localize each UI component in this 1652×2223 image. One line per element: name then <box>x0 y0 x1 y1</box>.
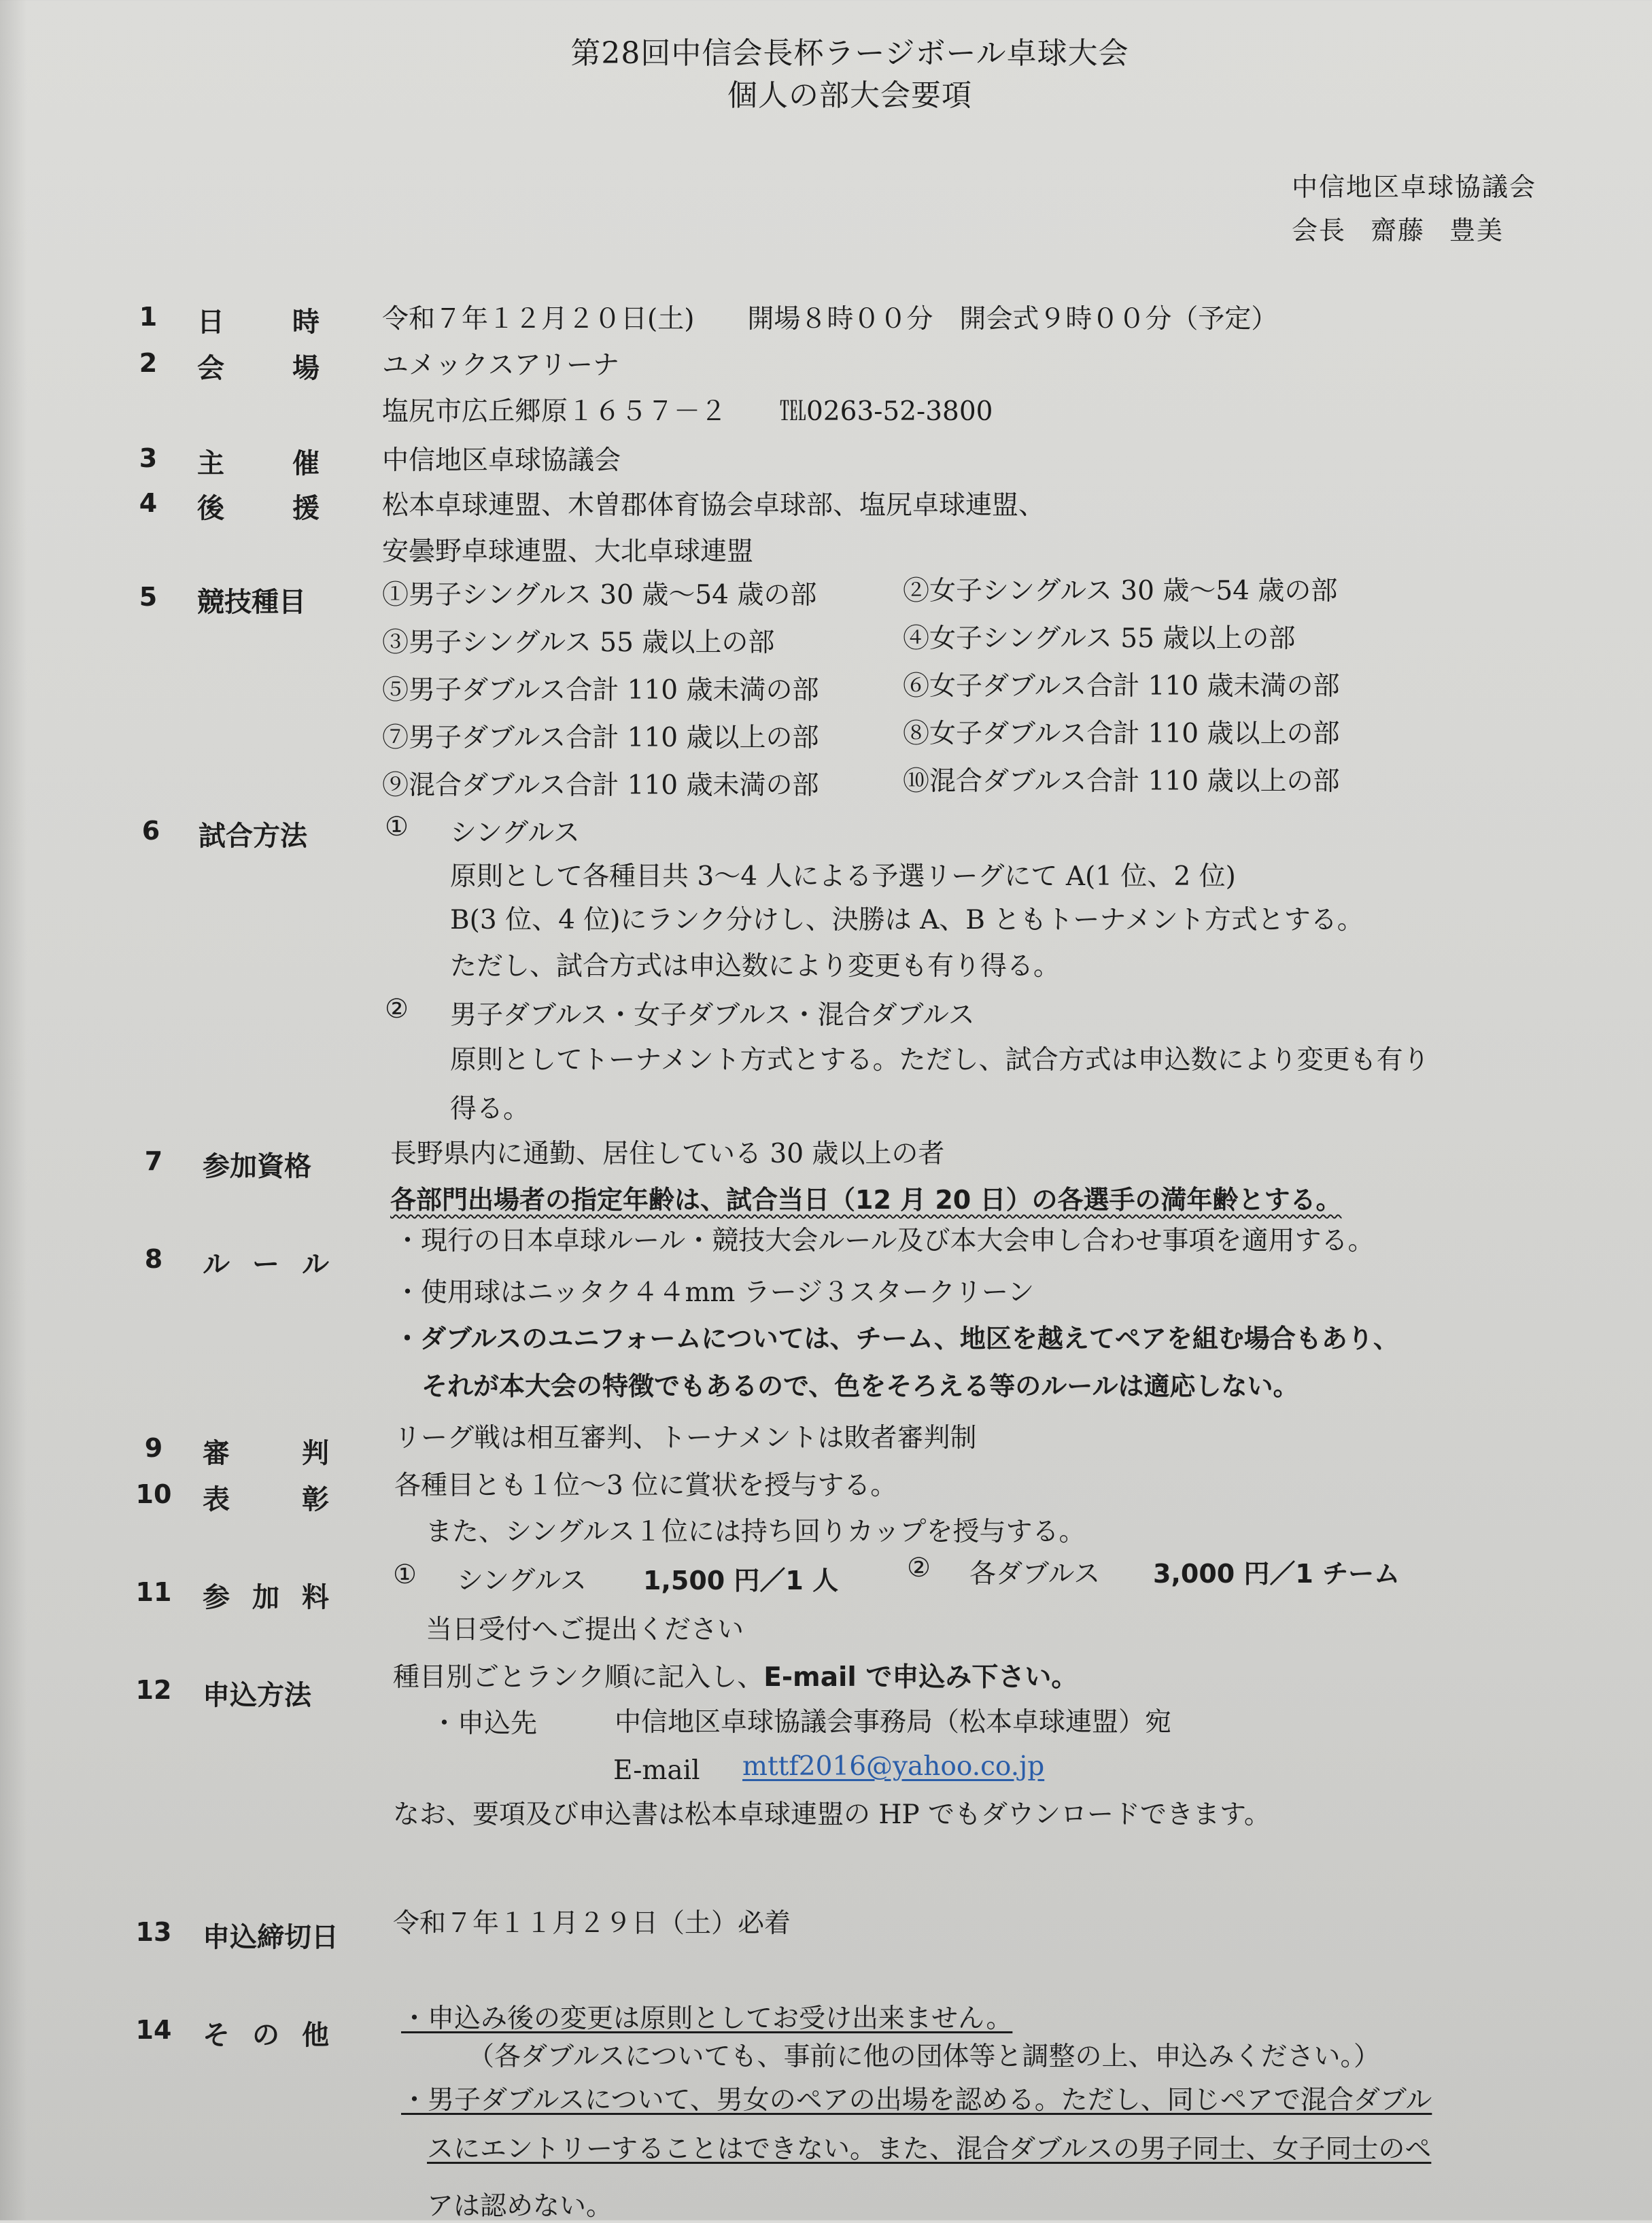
event-item: ⑨混合ダブルス合計 110 歳未満の部 <box>382 770 819 801</box>
event-item: ③男子シングルス 55 歳以上の部 <box>382 627 775 658</box>
page-shadow <box>0 0 27 2220</box>
other-line-1: ・申込み後の変更は原則としてお受け出来ません。 <box>401 2003 1013 2034</box>
datetime-text: 令和７年１２月２０日(土) 開場８時００分 開会式９時００分（予定） <box>382 304 1278 334</box>
rules-line-3: ・ダブルスのユニフォームについては、チーム、地区を越えてペアを組む場合もあり、 <box>394 1324 1399 1354</box>
event-item: ⑤男子ダブルス合計 110 歳未満の部 <box>382 675 819 706</box>
event-item: ⑧女子ダブルス合計 110 歳以上の部 <box>903 719 1340 749</box>
email-link[interactable]: mttf2016@yahoo.co.jp <box>742 1751 1045 1782</box>
section-number: 4 <box>139 488 158 518</box>
section-number: 3 <box>139 443 158 473</box>
section-number: 2 <box>139 348 158 378</box>
fee-2-amount: 3,000 円／1 チーム <box>1153 1559 1400 1589</box>
awards-line-1: 各種目とも１位～3 位に賞状を授与する。 <box>394 1470 897 1501</box>
section-number: 11 <box>135 1577 172 1607</box>
rules-line-2: ・使用球はニッタク４４mm ラージ３スタークリーン <box>394 1277 1035 1308</box>
section-number: 7 <box>144 1146 163 1176</box>
format-2-mark: ② <box>385 994 409 1024</box>
fee-1-amount: 1,500 円／1 人 <box>643 1566 839 1596</box>
section-label-rules: ル ー ル <box>203 1249 329 1280</box>
application-destination: 中信地区卓球協議会事務局（松本卓球連盟）宛 <box>615 1707 1172 1738</box>
section-label-match-format: 試合方法 <box>199 821 307 852</box>
section-number: 12 <box>135 1675 172 1705</box>
document-subtitle: 個人の部大会要項 <box>727 78 972 113</box>
section-label-deadline: 申込締切日 <box>203 1922 339 1953</box>
section-label-other: そ の 他 <box>203 2020 329 2051</box>
section-label-application: 申込方法 <box>203 1680 311 1711</box>
section-label-eligibility: 参加資格 <box>203 1151 311 1182</box>
application-destination-label: ・申込先 <box>431 1708 538 1739</box>
president-given-name: 豊美 <box>1449 216 1504 245</box>
section-number: 9 <box>144 1433 163 1463</box>
fee-2-label: 各ダブルス <box>969 1559 1101 1589</box>
section-label-fee: 参 加 料 <box>203 1582 329 1613</box>
fee-1-mark: ① <box>393 1559 417 1590</box>
section-number: 8 <box>144 1244 163 1274</box>
event-item: ②女子シングルス 30 歳～54 歳の部 <box>903 576 1338 606</box>
sponsors-line-2: 安曇野卓球連盟、大北卓球連盟 <box>382 536 754 567</box>
event-item: ⑩混合ダブルス合計 110 歳以上の部 <box>903 766 1340 797</box>
venue-address: 塩尻市広丘郷原１６５７－２ ℡0263-52-3800 <box>382 396 993 427</box>
application-line-1: 種目別ごとランク順に記入し、E-mail で申込み下さい。 <box>393 1662 1078 1693</box>
event-item: ④女子シングルス 55 歳以上の部 <box>903 623 1296 654</box>
refereeing-text: リーグ戦は相互審判、トーナメントは敗者審判制 <box>394 1423 977 1453</box>
eligibility-line-1: 長野県内に通勤、居住している 30 歳以上の者 <box>390 1139 945 1169</box>
format-2-line-1: 原則としてトーナメント方式とする。ただし、試合方式は申込数により変更も有り <box>450 1045 1430 1075</box>
eligibility-line-2: 各部門出場者の指定年齢は、試合当日（12 月 20 日）の各選手の満年齢とする。 <box>390 1185 1342 1215</box>
other-line-2: （各ダブルスについても、事前に他の団体等と調整の上、申込みください。） <box>468 2041 1380 2072</box>
section-number: 14 <box>135 2015 172 2045</box>
sponsors-line-1: 松本卓球連盟、木曽郡体育協会卓球部、塩尻卓球連盟、 <box>382 490 1046 521</box>
section-label-events: 競技種目 <box>197 587 306 618</box>
format-1-line-1: 原則として各種目共 3～4 人による予選リーグにて A(1 位、2 位) <box>450 861 1236 892</box>
event-item: ①男子シングルス 30 歳～54 歳の部 <box>382 580 817 610</box>
other-line-5: アは認めない。 <box>427 2191 613 2222</box>
fee-2-mark: ② <box>907 1553 931 1583</box>
section-label-awards: 表 彰 <box>203 1484 329 1515</box>
document-title: 第28回中信会長杯ラージボール卓球大会 <box>570 36 1129 71</box>
format-1-mark: ① <box>385 812 409 842</box>
format-1-title: シングルス <box>450 818 580 848</box>
organizer-name: 中信地区卓球協議会 <box>1292 172 1537 202</box>
format-2-line-2: 得る。 <box>450 1094 530 1124</box>
section-label-sponsors: 後 援 <box>197 493 320 524</box>
section-number: 6 <box>141 816 160 846</box>
section-number: 1 <box>139 302 158 332</box>
rules-line-1: ・現行の日本卓球ルール・競技大会ルール及び本大会申し合わせ事項を適用する。 <box>394 1226 1375 1256</box>
section-label-organizer: 主 催 <box>197 448 320 479</box>
deadline-text: 令和７年１１月２９日（土）必着 <box>393 1908 791 1939</box>
rules-line-4: それが本大会の特徴でもあるので、色をそろえる等のルールは適応しない。 <box>421 1371 1299 1401</box>
section-label-venue: 会 場 <box>197 353 320 384</box>
section-label-datetime: 日 時 <box>197 307 320 338</box>
application-download-note: なお、要項及び申込書は松本卓球連盟の HP でもダウンロードできます。 <box>393 1799 1271 1830</box>
section-number: 5 <box>139 582 158 612</box>
president-line <box>1292 209 1528 247</box>
president-title: 会長 <box>1292 216 1347 245</box>
event-item: ⑦男子ダブルス合計 110 歳以上の部 <box>382 723 819 753</box>
fee-1-label: シングルス <box>457 1566 587 1596</box>
section-label-refereeing: 審 判 <box>203 1438 329 1469</box>
format-1-line-3: ただし、試合方式は申込数により変更も有り得る。 <box>450 951 1061 982</box>
event-item: ⑥女子ダブルス合計 110 歳未満の部 <box>903 671 1340 702</box>
section-number: 13 <box>135 1917 172 1947</box>
organizer-text: 中信地区卓球協議会 <box>382 445 621 476</box>
format-1-line-2: B(3 位、4 位)にランク分けし、決勝は A、B ともトーナメント方式とする。 <box>450 905 1364 935</box>
other-line-3: ・男子ダブルスについて、男女のペアの出場を認める。ただし、同じペアで混合ダブル <box>401 2085 1432 2116</box>
email-label: E-mail <box>613 1755 700 1786</box>
section-number: 10 <box>135 1479 172 1509</box>
fee-note: 当日受付へご提出ください <box>426 1615 744 1645</box>
format-2-title: 男子ダブルス・女子ダブルス・混合ダブルス <box>450 1000 975 1031</box>
venue-name: ユメックスアリーナ <box>382 350 620 381</box>
awards-line-2: また、シングルス１位には持ち回りカップを授与する。 <box>426 1517 1086 1547</box>
president-family-name: 齋藤 <box>1371 216 1426 245</box>
other-line-4: スにエントリーすることはできない。また、混合ダブルスの男子同士、女子同士のペ <box>427 2134 1432 2165</box>
